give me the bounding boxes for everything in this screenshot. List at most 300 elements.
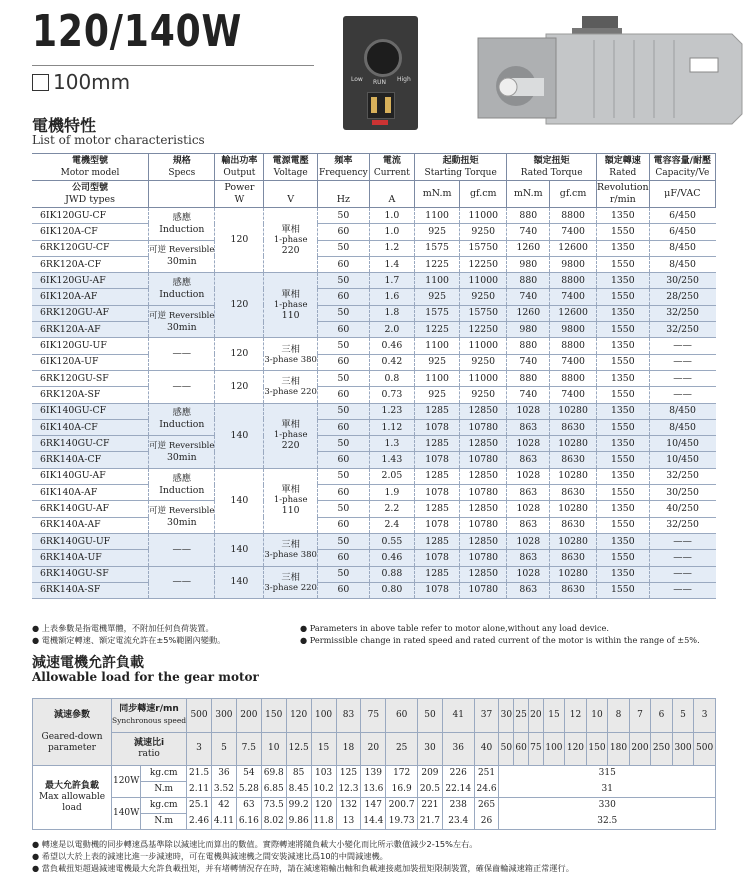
cell-s2: 10780: [460, 582, 507, 598]
note-item: ● 當負載扭矩超過減速電機最大允許負載扭矩，并有堵轉情況存在時，請在減速箱輸出軸和負載連接處加裝扭矩限制裝置，確保齒輪減速箱正常運行。: [32, 863, 574, 873]
cell-r2: 12600: [550, 305, 597, 321]
cell-output: 120: [215, 208, 264, 273]
cell-model: 6IK120A-CF: [32, 224, 149, 240]
cell-output: 140: [215, 533, 264, 566]
load-value: 16.9: [386, 782, 418, 798]
frame-size: [32, 70, 130, 94]
ratio-value: 36: [442, 732, 474, 766]
load-value: 10.2: [311, 782, 336, 798]
load-value: 25.1: [187, 798, 212, 814]
note-item: ● 電機額定轉速、額定電流允許在±5%範圍內變動。: [32, 635, 226, 645]
sync-speed-value: 500: [187, 699, 212, 733]
table-row: [32, 582, 716, 598]
load-value: 69.8: [261, 766, 286, 782]
cell-s1: 1225: [415, 256, 460, 272]
sync-speed-value: 50: [418, 699, 443, 733]
cell-a: 1.0: [369, 224, 414, 240]
cell-spec: 感應 Induction: [149, 403, 215, 436]
cell-r2: 10280: [550, 468, 597, 484]
cell-s1: 925: [415, 354, 460, 370]
cell-a: 1.8: [369, 305, 414, 321]
cell-a: 2.4: [369, 517, 414, 533]
cell-voltage: 三相 3-phase 380: [264, 338, 318, 371]
col-capacity-unit: μF/VAC: [649, 181, 715, 208]
cell-rpm: 1550: [596, 322, 649, 338]
cell-r2: 7400: [550, 289, 597, 305]
cell-r2: 8630: [550, 517, 597, 533]
load-value: 85: [286, 766, 311, 782]
load-value-rest: 31: [499, 782, 716, 798]
cell-r1: 740: [507, 354, 550, 370]
cell-s1: 1285: [415, 436, 460, 452]
cell-rpm: 1550: [596, 419, 649, 435]
ratio-value: 30: [418, 732, 443, 766]
cell-r2: 10280: [550, 533, 597, 549]
table-row: [32, 273, 716, 289]
section2-title-en: Allowable load for the gear motor: [32, 670, 259, 684]
cell-s1: 1575: [415, 240, 460, 256]
cell-hz: 50: [317, 273, 369, 289]
unit-label: N.m: [141, 782, 187, 798]
sync-speed-value: 15: [543, 699, 565, 733]
ratio-value: 12.5: [286, 732, 311, 766]
table-row: [32, 517, 716, 533]
unit-label: kg.cm: [141, 766, 187, 782]
cell-cap: ——: [649, 338, 715, 354]
power-label: 140W: [112, 798, 141, 830]
cell-rpm: 1350: [596, 240, 649, 256]
sync-speed-value: 37: [474, 699, 499, 733]
cell-r2: 8800: [550, 370, 597, 386]
cell-a: 1.9: [369, 485, 414, 501]
load-value: 265: [474, 798, 499, 814]
cell-cap: ——: [649, 354, 715, 370]
speed-dial-icon: [364, 39, 402, 77]
cell-a: 1.6: [369, 289, 414, 305]
load-value: 24.6: [474, 782, 499, 798]
load-value: 2.46: [187, 814, 212, 830]
cell-s1: 925: [415, 224, 460, 240]
load-value: 54: [236, 766, 261, 782]
cell-rpm: 1350: [596, 436, 649, 452]
load-value: 36: [211, 766, 236, 782]
cell-s1: 1285: [415, 501, 460, 517]
cell-r2: 9800: [550, 322, 597, 338]
cell-s2: 11000: [460, 273, 507, 289]
table-row: [32, 370, 716, 386]
cell-rpm: 1550: [596, 289, 649, 305]
cell-voltage: 三相 3-phase 380: [264, 533, 318, 566]
sync-speed-value: 5: [672, 699, 694, 733]
cell-model: 6IK120GU-AF: [32, 273, 149, 289]
cell-spec: ——: [149, 566, 215, 599]
cell-model: 6RK140A-CF: [32, 452, 149, 468]
notes-en: [300, 622, 700, 646]
col-voltage: 電源電壓 Voltage: [264, 154, 318, 181]
cell-r1: 880: [507, 208, 550, 224]
table-row: [32, 501, 716, 517]
cell-r1: 1028: [507, 403, 550, 419]
square-frame-icon: [32, 74, 49, 91]
cell-a: 0.80: [369, 582, 414, 598]
table-row: [32, 354, 716, 370]
cell-r2: 7400: [550, 224, 597, 240]
unit-label: N.m: [141, 814, 187, 830]
ratio-value: 5: [211, 732, 236, 766]
col-specs: 規格 Specs: [149, 154, 215, 181]
sync-speed-value: 12: [565, 699, 587, 733]
cell-spec: 可逆 Reversible 30min: [149, 240, 215, 273]
cell-rpm: 1550: [596, 354, 649, 370]
controller-run-label: RUN: [373, 79, 387, 86]
cell-output: 120: [215, 338, 264, 371]
cell-model: 6IK120A-AF: [32, 289, 149, 305]
ratio-value: 75: [528, 732, 543, 766]
cell-s2: 12250: [460, 256, 507, 272]
cell-hz: 50: [317, 305, 369, 321]
col-frequency-unit: Hz: [317, 181, 369, 208]
col-current-unit: A: [369, 181, 414, 208]
cell-s2: 9250: [460, 224, 507, 240]
cell-hz: 50: [317, 436, 369, 452]
cell-model: 6RK120GU-CF: [32, 240, 149, 256]
sync-speed-value: 7: [629, 699, 651, 733]
cell-s2: 9250: [460, 387, 507, 403]
cell-s1: 1078: [415, 419, 460, 435]
cell-a: 1.2: [369, 240, 414, 256]
section-title-en: List of motor characteristics: [32, 133, 205, 147]
table-row: [32, 550, 716, 566]
cell-cap: 30/250: [649, 273, 715, 289]
load-value: 5.28: [236, 782, 261, 798]
load-value: 2.11: [187, 782, 212, 798]
cell-hz: 50: [317, 208, 369, 224]
cell-rpm: 1550: [596, 485, 649, 501]
table-row: [32, 208, 716, 224]
cell-rpm: 1350: [596, 208, 649, 224]
cell-hz: 50: [317, 370, 369, 386]
cell-cap: ——: [649, 582, 715, 598]
cell-model: 6RK140GU-CF: [32, 436, 149, 452]
cell-s2: 12850: [460, 436, 507, 452]
cell-output: 140: [215, 566, 264, 599]
table-row: [32, 485, 716, 501]
ratio-value: 100: [543, 732, 565, 766]
cell-model: 6RK140GU-AF: [32, 501, 149, 517]
table-row: [32, 256, 716, 272]
cell-spec: 感應 Induction: [149, 273, 215, 306]
table-row: [33, 732, 716, 766]
load-value: 8.02: [261, 814, 286, 830]
col-current: 電流 Current: [369, 154, 414, 181]
cell-r2: 10280: [550, 501, 597, 517]
load-value-rest: 315: [499, 766, 716, 782]
table-row: [32, 240, 716, 256]
cell-s2: 15750: [460, 240, 507, 256]
table-row: [32, 468, 716, 484]
table-row: [32, 338, 716, 354]
cell-a: 1.7: [369, 273, 414, 289]
cell-r2: 8800: [550, 338, 597, 354]
cell-hz: 60: [317, 354, 369, 370]
frame-size-value: 100mm: [53, 70, 131, 94]
table-row: [32, 533, 716, 549]
ratio-value: 10: [261, 732, 286, 766]
load-value: 172: [386, 766, 418, 782]
load-value: 99.2: [286, 798, 311, 814]
sync-speed-value: 25: [514, 699, 529, 733]
section-title-zh: 電機特性: [32, 116, 97, 135]
ratio-value: 180: [608, 732, 630, 766]
col-output-unit: Power W: [215, 181, 264, 208]
ratio-value: 60: [514, 732, 529, 766]
load-value: 6.85: [261, 782, 286, 798]
cell-s1: 1285: [415, 566, 460, 582]
cell-rpm: 1350: [596, 403, 649, 419]
gear-param-label: 減速參數 Geared-down parameter: [33, 699, 112, 766]
controller-low-label: Low: [351, 76, 363, 83]
load-value: 23.4: [442, 814, 474, 830]
cell-r1: 863: [507, 550, 550, 566]
cell-voltage: 單相 1-phase 220: [264, 403, 318, 468]
load-value: 20.5: [418, 782, 443, 798]
cell-cap: 32/250: [649, 517, 715, 533]
max-load-label: 最大允許負載 Max allowable load: [33, 766, 112, 830]
notes-bottom: [32, 838, 574, 874]
cell-cap: 10/450: [649, 452, 715, 468]
load-value: 14.4: [361, 814, 386, 830]
table-row: [32, 322, 716, 338]
table-row: [32, 419, 716, 435]
sync-speed-label: 同步轉速r/mn Synchronous speed: [112, 699, 187, 733]
cell-model: 6RK120GU-SF: [32, 370, 149, 386]
cell-s1: 1100: [415, 338, 460, 354]
cell-voltage: 單相 1-phase 110: [264, 273, 318, 338]
cell-spec: 可逆 Reversible 30min: [149, 436, 215, 469]
col-rated-speed: 額定轉速 Rated: [596, 154, 649, 181]
cell-a: 1.23: [369, 403, 414, 419]
cell-a: 0.73: [369, 387, 414, 403]
ratio-value: 20: [361, 732, 386, 766]
cell-a: 1.4: [369, 256, 414, 272]
cell-s2: 12850: [460, 468, 507, 484]
cell-cap: ——: [649, 387, 715, 403]
cell-model: 6IK120GU-UF: [32, 338, 149, 354]
load-value: 13.6: [361, 782, 386, 798]
cell-a: 0.55: [369, 533, 414, 549]
load-value: 226: [442, 766, 474, 782]
cell-r2: 8630: [550, 419, 597, 435]
sync-speed-value: 41: [442, 699, 474, 733]
power-label: 120W: [112, 766, 141, 798]
cell-r2: 10280: [550, 436, 597, 452]
cell-spec: ——: [149, 370, 215, 403]
cell-spec: 可逆 Reversible 30min: [149, 501, 215, 534]
note-item: ● Parameters in above table refer to motor alone,without any load device.: [300, 623, 609, 633]
cell-cap: ——: [649, 550, 715, 566]
cell-s1: 925: [415, 387, 460, 403]
sync-speed-value: 20: [528, 699, 543, 733]
load-value: 12.3: [336, 782, 361, 798]
cell-hz: 60: [317, 387, 369, 403]
sync-speed-value: 300: [211, 699, 236, 733]
cell-rpm: 1550: [596, 256, 649, 272]
cell-r2: 8800: [550, 208, 597, 224]
cell-rpm: 1550: [596, 582, 649, 598]
cell-s1: 1100: [415, 273, 460, 289]
ratio-value: 25: [386, 732, 418, 766]
cell-s2: 9250: [460, 354, 507, 370]
sync-speed-value: 6: [651, 699, 673, 733]
cell-model: 6RK120A-AF: [32, 322, 149, 338]
cell-cap: 8/450: [649, 240, 715, 256]
gear-motor-image: [464, 6, 746, 128]
cell-cap: 30/250: [649, 485, 715, 501]
cell-r1: 880: [507, 370, 550, 386]
table-row: [32, 566, 716, 582]
ratio-value: 200: [629, 732, 651, 766]
cell-model: 6IK140A-CF: [32, 419, 149, 435]
cell-hz: 50: [317, 468, 369, 484]
cell-hz: 60: [317, 322, 369, 338]
cell-rpm: 1350: [596, 501, 649, 517]
cell-cap: 10/450: [649, 436, 715, 452]
load-value: 125: [336, 766, 361, 782]
cell-s2: 12850: [460, 501, 507, 517]
cell-cap: ——: [649, 566, 715, 582]
cell-a: 0.46: [369, 550, 414, 566]
cell-hz: 50: [317, 403, 369, 419]
indicator-light-icon: [372, 120, 388, 125]
sync-speed-value: 120: [286, 699, 311, 733]
load-value: 63: [236, 798, 261, 814]
unit-label: kg.cm: [141, 798, 187, 814]
cell-spec: ——: [149, 338, 215, 371]
cell-s1: 1225: [415, 322, 460, 338]
cell-rpm: 1350: [596, 273, 649, 289]
cell-model: 6RK140A-AF: [32, 517, 149, 533]
ratio-value: 120: [565, 732, 587, 766]
cell-spec: ——: [149, 533, 215, 566]
cell-rpm: 1350: [596, 533, 649, 549]
cell-output: 120: [215, 370, 264, 403]
controller-high-label: High: [397, 76, 411, 83]
cell-s2: 12250: [460, 322, 507, 338]
cell-s2: 9250: [460, 289, 507, 305]
cell-r1: 1028: [507, 468, 550, 484]
cell-r1: 740: [507, 387, 550, 403]
cell-hz: 60: [317, 517, 369, 533]
cell-rpm: 1350: [596, 305, 649, 321]
cell-r1: 1028: [507, 566, 550, 582]
cell-model: 6RK140GU-UF: [32, 533, 149, 549]
ratio-value: 500: [694, 732, 716, 766]
ratio-value: 150: [586, 732, 608, 766]
cell-a: 0.42: [369, 354, 414, 370]
load-value: 42: [211, 798, 236, 814]
cell-hz: 50: [317, 240, 369, 256]
cell-voltage: 三相 3-phase 220: [264, 566, 318, 599]
col-voltage-unit: V: [264, 181, 318, 208]
load-value: 200.7: [386, 798, 418, 814]
ratio-value: 40: [474, 732, 499, 766]
cell-hz: 50: [317, 501, 369, 517]
note-item: ● 希望以大於上表的減速比進一步減速時，可在電機與減速機之間安裝減速比爲10的中間減速機。: [32, 851, 388, 861]
cell-s1: 1078: [415, 582, 460, 598]
cell-hz: 50: [317, 338, 369, 354]
cell-hz: 60: [317, 485, 369, 501]
cell-a: 1.0: [369, 208, 414, 224]
load-value: 19.73: [386, 814, 418, 830]
cell-hz: 60: [317, 224, 369, 240]
cell-hz: 50: [317, 566, 369, 582]
table-row: [33, 766, 716, 782]
col-rated-torque: 額定扭矩 Rated Torque: [507, 154, 597, 181]
cell-r1: 863: [507, 419, 550, 435]
sync-speed-value: 75: [361, 699, 386, 733]
cell-rpm: 1550: [596, 517, 649, 533]
cell-model: 6IK120A-UF: [32, 354, 149, 370]
cell-s2: 11000: [460, 338, 507, 354]
cell-r1: 740: [507, 224, 550, 240]
cell-rpm: 1550: [596, 550, 649, 566]
motor-characteristics-rows: [32, 208, 716, 599]
cell-r2: 8630: [550, 452, 597, 468]
cell-s2: 12850: [460, 566, 507, 582]
cell-a: 0.46: [369, 338, 414, 354]
load-value: 132: [336, 798, 361, 814]
speed-controller-image: [343, 16, 418, 130]
cell-hz: 50: [317, 533, 369, 549]
cell-s1: 1285: [415, 468, 460, 484]
cell-a: 1.3: [369, 436, 414, 452]
load-value: 147: [361, 798, 386, 814]
load-value: 26: [474, 814, 499, 830]
cell-s1: 1575: [415, 305, 460, 321]
sync-speed-value: 10: [586, 699, 608, 733]
cell-r1: 740: [507, 289, 550, 305]
cell-cap: 32/250: [649, 468, 715, 484]
table-row: [33, 699, 716, 733]
cell-a: 0.88: [369, 566, 414, 582]
cell-r1: 863: [507, 452, 550, 468]
cell-r2: 8800: [550, 273, 597, 289]
cell-cap: 28/250: [649, 289, 715, 305]
cell-model: 6RK140A-SF: [32, 582, 149, 598]
cell-rpm: 1350: [596, 338, 649, 354]
cell-a: 2.2: [369, 501, 414, 517]
cell-cap: 8/450: [649, 403, 715, 419]
cell-model: 6IK140GU-AF: [32, 468, 149, 484]
cell-s1: 1100: [415, 208, 460, 224]
cell-r1: 980: [507, 322, 550, 338]
table-row: [32, 305, 716, 321]
ratio-value: 15: [311, 732, 336, 766]
cell-a: 2.0: [369, 322, 414, 338]
cell-r1: 880: [507, 338, 550, 354]
cell-model: 6RK120GU-AF: [32, 305, 149, 321]
cell-s2: 12850: [460, 403, 507, 419]
col-rated-unit1: mN.m: [507, 181, 550, 208]
load-value: 6.16: [236, 814, 261, 830]
cell-output: 120: [215, 273, 264, 338]
cell-voltage: 三相 3-phase 220: [264, 370, 318, 403]
cell-s2: 11000: [460, 370, 507, 386]
load-value: 103: [311, 766, 336, 782]
cell-hz: 60: [317, 289, 369, 305]
load-value: 120: [311, 798, 336, 814]
col-rated-unit2: gf.cm: [550, 181, 597, 208]
